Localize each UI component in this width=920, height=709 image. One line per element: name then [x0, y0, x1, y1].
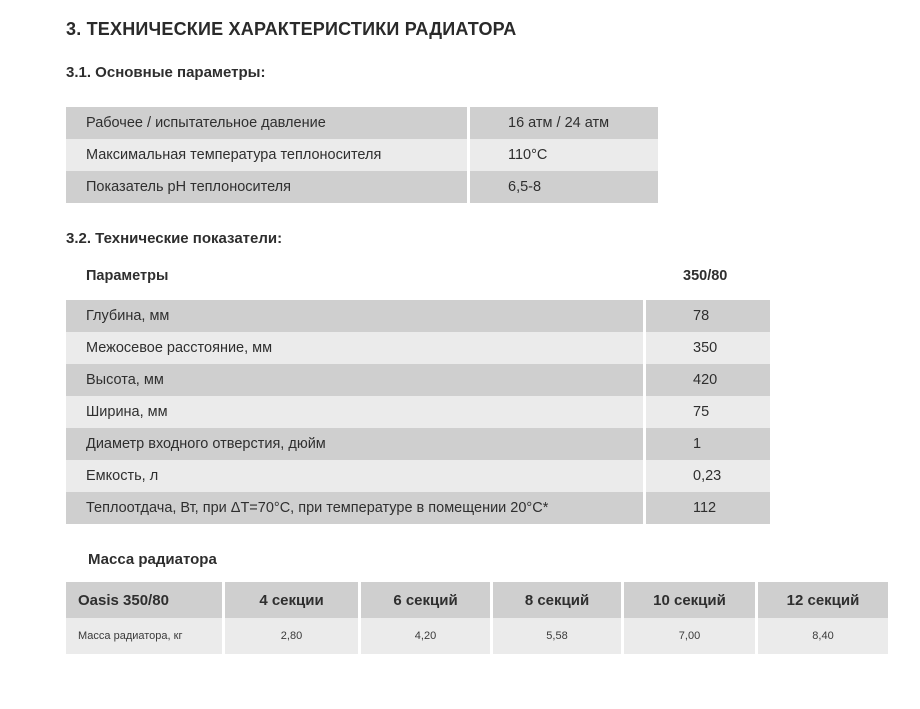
header-model: 350/80 — [683, 268, 728, 284]
table-row — [66, 332, 770, 364]
table-row — [66, 171, 658, 203]
mass-value: 2,80 — [225, 618, 358, 654]
table-row — [66, 428, 770, 460]
table-row — [66, 396, 770, 428]
technical-params-title: 3.2. Технические показатели: — [66, 230, 283, 247]
mass-value: 7,00 — [624, 618, 755, 654]
param-value: 78 — [693, 308, 710, 324]
param-label: Диаметр входного отверстия, дюйм — [66, 428, 646, 460]
mass-table — [66, 582, 888, 654]
technical-table-header — [66, 266, 770, 290]
param-label: Ширина, мм — [66, 396, 646, 428]
header-param: Параметры — [86, 268, 169, 284]
table-row — [66, 492, 770, 524]
param-value: 16 атм / 24 атм — [508, 115, 610, 131]
mass-header-row — [66, 582, 888, 618]
param-label: Глубина, мм — [66, 300, 646, 332]
mass-title: Масса радиатора — [88, 551, 217, 568]
section-title: 3. ТЕХНИЧЕСКИЕ ХАРАКТЕРИСТИКИ РАДИАТОРА — [66, 19, 517, 39]
param-value: 420 — [693, 372, 718, 388]
mass-value: 5,58 — [493, 618, 621, 654]
mass-header-model: Oasis 350/80 — [66, 582, 222, 618]
param-value: 350 — [693, 340, 718, 356]
table-row — [66, 300, 770, 332]
table-row — [66, 460, 770, 492]
table-row — [66, 364, 770, 396]
mass-row-label: Масса радиатора, кг — [66, 618, 222, 654]
basic-params-title: 3.1. Основные параметры: — [66, 64, 266, 81]
param-label: Межосевое расстояние, мм — [66, 332, 646, 364]
table-row — [66, 139, 658, 171]
param-label: Теплоотдача, Вт, при ΔT=70°C, при температуре в помещении 20°C* — [66, 492, 646, 524]
param-label: Емкость, л — [66, 460, 646, 492]
mass-value: 4,20 — [361, 618, 490, 654]
mass-header-cell: 6 секций — [361, 582, 490, 618]
table-row — [66, 107, 658, 139]
mass-value: 8,40 — [758, 618, 888, 654]
mass-header-cell: 4 секции — [225, 582, 358, 618]
technical-params-table — [66, 300, 770, 524]
param-label: Максимальная температура теплоносителя — [66, 139, 470, 171]
param-value: 6,5-8 — [508, 179, 542, 195]
param-value: 1 — [693, 436, 702, 452]
mass-data-row — [66, 618, 888, 654]
param-value: 75 — [693, 404, 710, 420]
mass-header-cell: 12 секций — [758, 582, 888, 618]
param-value: 0,23 — [693, 468, 722, 484]
mass-header-cell: 8 секций — [493, 582, 621, 618]
param-value: 112 — [693, 500, 717, 516]
basic-params-table — [66, 107, 658, 203]
param-value: 110°C — [508, 147, 548, 163]
param-label: Рабочее / испытательное давление — [66, 107, 470, 139]
param-label: Высота, мм — [66, 364, 646, 396]
param-label: Показатель pH теплоносителя — [66, 171, 470, 203]
mass-header-cell: 10 секций — [624, 582, 755, 618]
